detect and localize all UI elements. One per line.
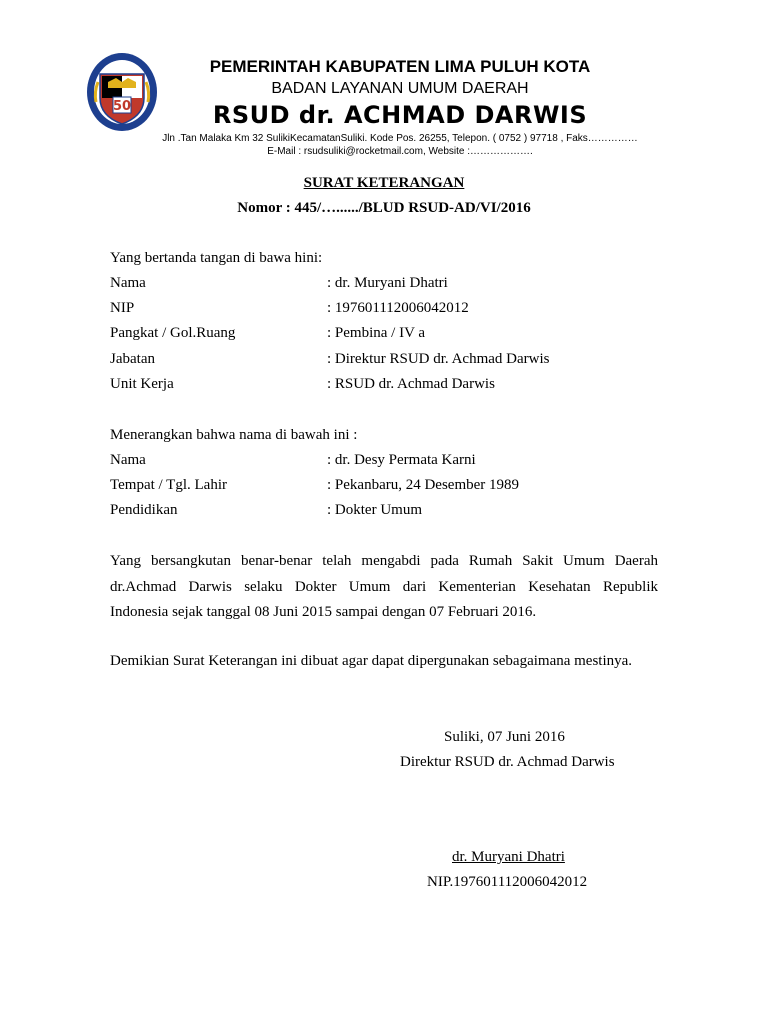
subject-education-label: Pendidikan xyxy=(110,502,178,518)
agency-name: BADAN LAYANAN UMUM DAERAH xyxy=(271,80,529,97)
subject-education-value: : Dokter Umum xyxy=(327,502,422,518)
statement-line: Indonesia sejak tanggal 08 Juni 2015 sampai dengan 07 Februari 2016. xyxy=(110,604,537,620)
government-name: PEMERINTAH KABUPATEN LIMA PULUH KOTA xyxy=(209,57,591,76)
signer-intro: Yang bertanda tangan di bawa hini: xyxy=(110,250,323,266)
document-title: SURAT KETERANGAN xyxy=(303,175,465,191)
signer-nip-value: : 197601112006042012 xyxy=(327,300,469,316)
subject-name-label: Nama xyxy=(110,452,146,468)
signer-nip-label: NIP xyxy=(110,300,135,316)
statement-line: dr.Achmad Darwis selaku Dokter Umum dari Kementerian Kesehatan Republik xyxy=(110,578,658,595)
signer-name-label: Nama xyxy=(110,275,146,291)
signer-position-value: : Direktur RSUD dr. Achmad Darwis xyxy=(327,351,550,367)
signature-nip: NIP.197601112006042012 xyxy=(427,874,588,890)
signer-rank-label: Pangkat / Gol.Ruang xyxy=(110,325,236,341)
subject-intro: Menerangkan bahwa nama di bawah ini : xyxy=(110,427,358,443)
signer-unit-label: Unit Kerja xyxy=(110,376,174,392)
svg-text:50: 50 xyxy=(112,99,132,114)
signer-rank-value: : Pembina / IV a xyxy=(327,325,426,341)
letterhead-contact: E-Mail : rsudsuliki@rocketmail.com, Website :………………. xyxy=(267,146,533,157)
regency-emblem-logo xyxy=(86,52,158,132)
subject-name-value: : dr. Desy Permata Karni xyxy=(327,452,476,468)
signer-name-value: : dr. Muryani Dhatri xyxy=(327,275,448,291)
signature-place-date: Suliki, 07 Juni 2016 xyxy=(444,729,565,745)
closing-statement: Demikian Surat Keterangan ini dibuat agar dapat dipergunakan sebagaimana mestinya. xyxy=(110,653,633,669)
signature-name: dr. Muryani Dhatri xyxy=(452,849,565,865)
document-number: Nomor : 445/…....../BLUD RSUD-AD/VI/2016 xyxy=(237,200,531,216)
signer-position-label: Jabatan xyxy=(110,351,155,367)
signer-unit-value: : RSUD dr. Achmad Darwis xyxy=(327,376,495,392)
subject-birth-label: Tempat / Tgl. Lahir xyxy=(110,477,227,493)
statement-line: Yang bersangkutan benar-benar telah mengabdi pada Rumah Sakit Umum Daerah xyxy=(110,553,658,569)
letterhead-address: Jln .Tan Malaka Km 32 SulikiKecamatanSuliki. Kode Pos. 26255, Telepon. ( 0752 ) 97718 , Faks…………… xyxy=(162,133,638,144)
statement-paragraph xyxy=(110,549,658,626)
hospital-name: RSUD dr. ACHMAD DARWIS xyxy=(212,101,588,129)
signature-position: Direktur RSUD dr. Achmad Darwis xyxy=(400,754,615,770)
subject-birth-value: : Pekanbaru, 24 Desember 1989 xyxy=(327,477,520,493)
